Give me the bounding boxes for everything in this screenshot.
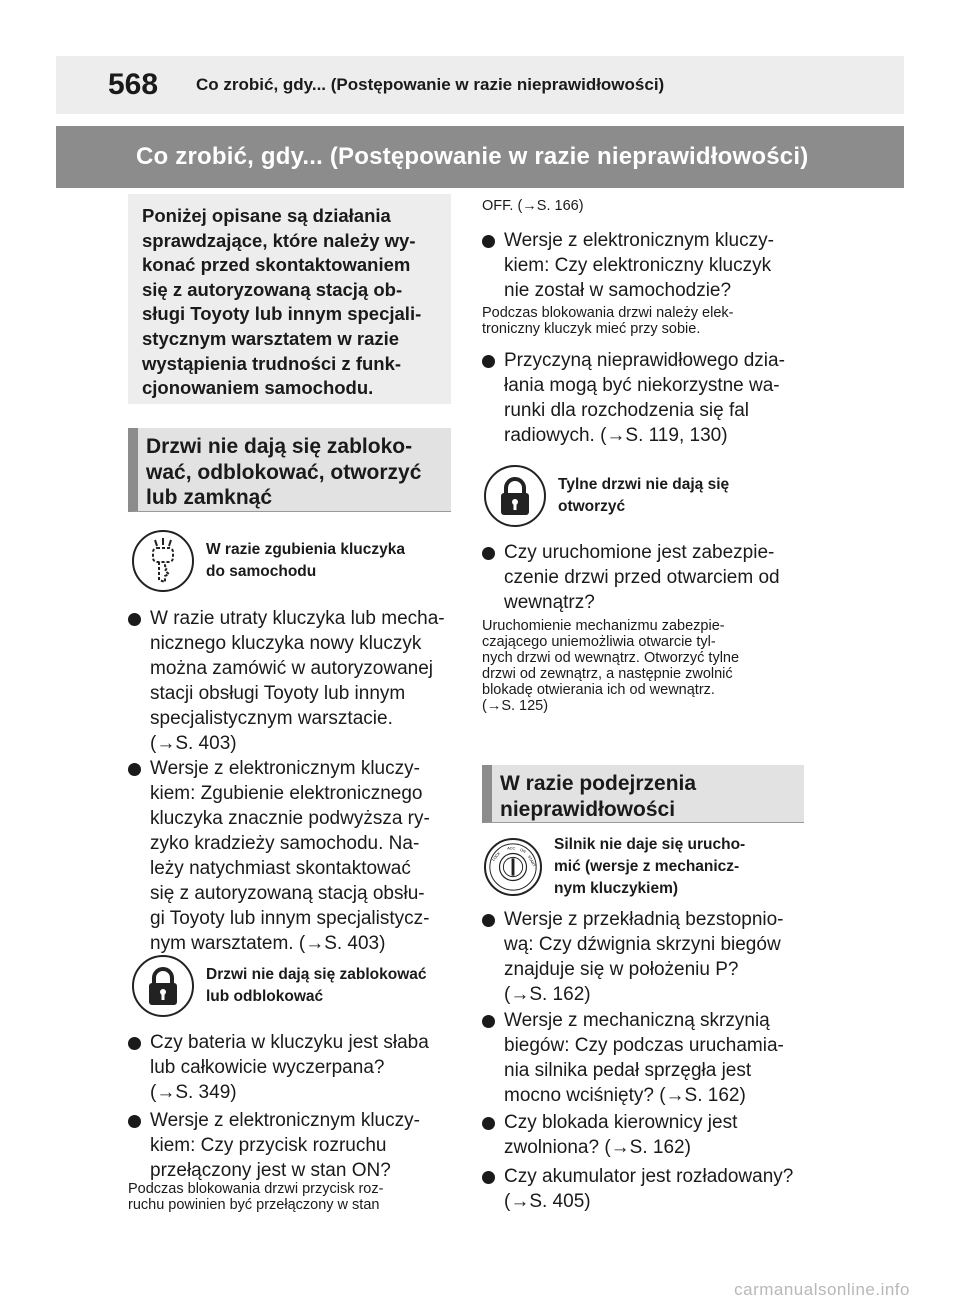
item-line: kluczyka znacznie podwyższa ry- <box>150 808 430 829</box>
note-line: OFF. (→S. 166) <box>482 198 584 214</box>
item-line: się z autoryzowaną stacją obsłu- <box>150 883 425 904</box>
item-line: Wersje z mechaniczną skrzynią <box>504 1010 770 1031</box>
item-line: można zamówić w autoryzowanej <box>150 658 434 679</box>
note <box>128 1181 458 1213</box>
item-line: specjalistycznym warsztacie. <box>150 708 393 729</box>
item-line: nicznego kluczyka nowy kluczyk <box>150 633 422 654</box>
note-line: Uruchomienie mechanizmu zabezpie- <box>482 618 725 634</box>
note-line: nych drzwi od wewnątrz. Otworzyć tylne <box>482 650 740 666</box>
ignition-switch-icon <box>484 838 542 896</box>
note-line: Podczas blokowania drzwi przycisk roz- <box>128 1181 384 1197</box>
item-line: kiem: Zgubienie elektronicznego <box>150 783 423 804</box>
sub-title-line: otworzyć <box>558 498 626 515</box>
item-line: W razie utraty kluczyka lub mecha- <box>150 608 445 629</box>
item-line: zwolniona? (→S. 162) <box>504 1137 691 1158</box>
sub-title-line: do samochodu <box>206 563 317 580</box>
intro-line: konać przed skontaktowaniem <box>142 254 411 276</box>
item-line: nym warsztatem. (→S. 403) <box>150 933 386 954</box>
intro-line: stycznym warsztatem w razie <box>142 327 400 349</box>
item-line: (→S. 349) <box>150 1082 237 1103</box>
item-line: Czy akumulator jest rozładowany? <box>504 1166 794 1187</box>
item-line: łania mogą być niekorzystne wa- <box>504 375 780 396</box>
note <box>482 618 812 714</box>
item-line: Czy blokada kierownicy jest <box>504 1112 738 1133</box>
item-line: Wersje z elektronicznym kluczy- <box>150 758 420 779</box>
heading-line: Drzwi nie dają się zabloko- <box>146 435 413 458</box>
section-heading-malfunction <box>482 765 804 823</box>
item-line: Wersje z elektronicznym kluczy- <box>504 230 774 251</box>
list-item <box>482 1110 812 1160</box>
item-line: Przyczyną nieprawidłowego dzia- <box>504 350 785 371</box>
subsection-lost-key <box>132 530 405 592</box>
sub-title-line: Drzwi nie dają się zablokować <box>206 966 427 983</box>
sub-title-line: Tylne drzwi nie dają się <box>558 476 730 493</box>
intro-line: się z autoryzowaną stacją ob- <box>142 278 403 300</box>
intro-line: Poniżej opisane są działania <box>142 205 391 226</box>
note-line: Podczas blokowania drzwi należy elek- <box>482 305 734 321</box>
intro-line: sługi Toyoty lub innym specjali- <box>142 303 422 325</box>
list-item <box>128 606 458 756</box>
note-line: drzwi od zewnątrz, a następnie zwolnić <box>482 666 733 682</box>
item-line: (→S. 162) <box>504 984 591 1005</box>
subsection-engine-start <box>484 834 745 900</box>
padlock-icon <box>132 955 194 1017</box>
item-line: Wersje z przekładnią bezstopnio- <box>504 909 784 930</box>
chapter-title: Co zrobić, gdy... (Postępowanie w razie nieprawidłowości) <box>136 143 809 170</box>
item-line: Czy uruchomione jest zabezpie- <box>504 542 775 563</box>
item-line: runki dla rozchodzenia się fal <box>504 400 750 421</box>
bullet-icon <box>482 355 495 368</box>
item-line: Wersje z elektronicznym kluczy- <box>150 1110 420 1131</box>
item-line: lub całkowicie wyczerpana? <box>150 1057 385 1078</box>
item-line: czenie drzwi przed otwarciem od <box>504 567 780 588</box>
note-line: ruchu powinien być przełączony w stan <box>128 1197 380 1213</box>
sub-title-line: mić (wersje z mechanicz- <box>554 858 740 875</box>
list-item <box>482 907 812 1007</box>
item-line: znajduje się w położeniu P? <box>504 959 739 980</box>
intro-box <box>128 194 451 404</box>
sub-title-line: Silnik nie daje się urucho- <box>554 836 746 853</box>
chapter-title-bar <box>56 126 904 188</box>
item-line: mocno wciśnięty? (→S. 162) <box>504 1085 746 1106</box>
item-line: Czy bateria w kluczyku jest słaba <box>150 1032 429 1053</box>
subsection-door-lock <box>132 955 427 1017</box>
sub-title-line: nym kluczykiem) <box>554 880 679 897</box>
item-line: stacji obsługi Toyoty lub innym <box>150 683 406 704</box>
list-item <box>128 1030 458 1105</box>
item-line: kiem: Czy przycisk rozruchu <box>150 1135 387 1156</box>
intro-line: cjonowaniem samochodu. <box>142 377 374 399</box>
bullet-icon <box>128 1037 141 1050</box>
bullet-icon <box>482 1015 495 1028</box>
bullet-icon <box>482 1117 495 1130</box>
bullet-icon <box>128 763 141 776</box>
item-line: biegów: Czy podczas uruchamia- <box>504 1035 784 1056</box>
item-line: radiowych. (→S. 119, 130) <box>504 425 728 446</box>
note-line: czającego uniemożliwia otwarcie tyl- <box>482 634 716 650</box>
subsection-rear-door <box>484 465 729 527</box>
bullet-icon <box>482 914 495 927</box>
heading-line: W razie podejrzenia <box>500 772 697 795</box>
item-line: gi Toyoty lub innym specjalistycz- <box>150 908 430 929</box>
list-item <box>128 1108 458 1183</box>
sub-title-line: lub odblokować <box>206 988 324 1005</box>
list-item <box>482 1164 812 1214</box>
item-line: wą: Czy dźwignia skrzyni biegów <box>504 934 781 955</box>
item-line: wewnątrz? <box>504 592 595 613</box>
bullet-icon <box>482 547 495 560</box>
note-line: troniczny kluczyk mieć przy sobie. <box>482 321 701 337</box>
list-item <box>482 540 812 615</box>
note-continuation <box>482 198 812 214</box>
bullet-icon <box>128 1115 141 1128</box>
item-line: leży natychmiast skontaktować <box>150 858 411 879</box>
sub-title-line: W razie zgubienia kluczyka <box>206 541 405 558</box>
page-number: 568 <box>108 68 159 101</box>
item-line: nia silnika pedał sprzęgła jest <box>504 1060 752 1081</box>
ignition-label: ON <box>519 847 527 854</box>
list-item <box>482 348 812 448</box>
running-title: Co zrobić, gdy... (Postępowanie w razie nieprawidłowości) <box>196 75 665 94</box>
section-heading-doors <box>128 428 451 512</box>
heading-line: wać, odblokować, otworzyć <box>146 460 422 484</box>
item-line: (→S. 403) <box>150 733 237 754</box>
watermark: carmanualsonline.info <box>734 1280 910 1299</box>
heading-line: lub zamknąć <box>146 486 273 509</box>
note-line: (→S. 125) <box>482 698 549 714</box>
intro-line: wystąpienia trudności z funk- <box>142 352 402 374</box>
lost-key-icon <box>132 530 194 592</box>
list-item <box>482 228 812 303</box>
note-line: blokadę otwierania ich od wewnątrz. <box>482 682 715 698</box>
ignition-label: LOCK <box>491 851 502 862</box>
item-line: (→S. 405) <box>504 1191 591 1212</box>
ignition-label: START <box>526 854 537 868</box>
intro-line: sprawdzające, które należy wy- <box>142 229 416 251</box>
running-header <box>56 56 904 114</box>
note <box>482 305 812 337</box>
list-item <box>128 756 458 956</box>
bullet-icon <box>482 1171 495 1184</box>
item-line: zyko kradzieży samochodu. Na- <box>150 833 420 854</box>
item-line: nie został w samochodzie? <box>504 280 732 301</box>
heading-line: nieprawidłowości <box>500 797 676 821</box>
list-item <box>482 1008 812 1108</box>
padlock-icon <box>484 465 546 527</box>
bullet-icon <box>482 235 495 248</box>
item-line: przełączony jest w stan ON? <box>150 1160 391 1181</box>
bullet-icon <box>128 613 141 626</box>
item-line: kiem: Czy elektroniczny kluczyk <box>504 255 772 276</box>
ignition-label: ACC <box>507 846 516 851</box>
